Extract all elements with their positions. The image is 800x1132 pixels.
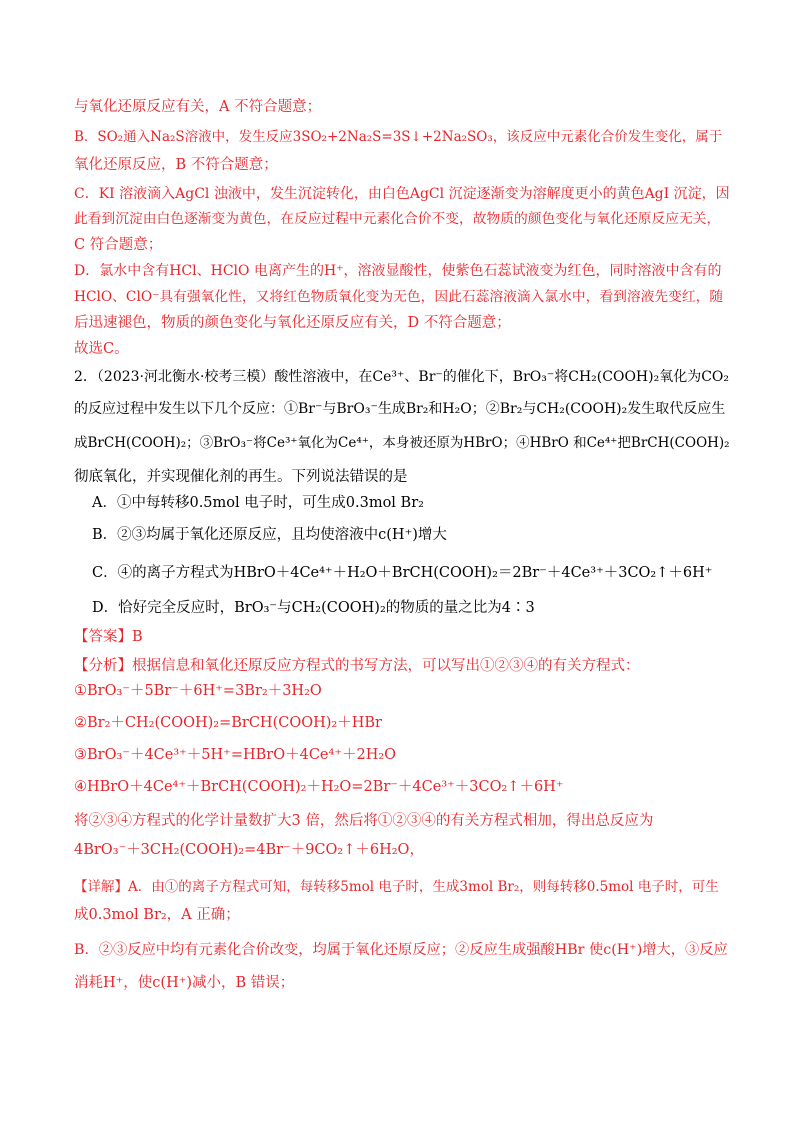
equation-2: ②Br₂＋CH₂(COOH)₂=BrCH(COOH)₂＋HBr (74, 715, 382, 731)
text-line: 与氧化还原反应有关，A 不符合题意； (74, 99, 322, 115)
question-stem: 的反应过程中发生以下几个反应：①Br⁻与BrO₃⁻生成Br₂和H₂O；②Br₂与CH₂(COOH)₂发生取代反应生 (74, 401, 726, 417)
option-a: A．①中每转移0.5mol 电子时，可生成0.3mol Br₂ (92, 495, 424, 511)
equation-1: ①BrO₃⁻＋5Br⁻＋6H⁺=3Br₂＋3H₂O (74, 683, 322, 699)
question-stem: 彻底氧化，并实现催化剂的再生。下列说法错误的是 (74, 469, 408, 485)
option-b: B．②③均属于氧化还原反应，且均使溶液中c(H⁺)增大 (92, 527, 447, 543)
text-line: 氧化还原反应，B 不符合题意； (74, 157, 278, 173)
text-line: B．SO₂通入Na₂S溶液中，发生反应3SO₂+2Na₂S=3S↓+2Na₂SO₃，该反应中元素化合价发生变化，属于 (74, 129, 723, 145)
detail-text: 【详解】A．由①的离子方程式可知，每转移5mol 电子时，生成3mol Br₂，则每转移0.5mol 电子时，可生 (74, 879, 719, 895)
detail-text: 成0.3mol Br₂，A 正确； (74, 907, 240, 923)
option-d: D．恰好完全反应时，BrO₃⁻与CH₂(COOH)₂的物质的量之比为4∶3 (92, 600, 535, 616)
text-line: D．氯水中含有HCl、HClO 电离产生的H⁺，溶液显酸性，使紫色石蕊试液变为红色，同时溶液中含有的 (74, 263, 722, 279)
analysis-text: 将②③④方程式的化学计量数扩大3 倍，然后将①②③④的有关方程式相加，得出总反应为 (74, 813, 654, 829)
text-line: C．KI 溶液滴入AgCl 浊液中，发生沉淀转化，由白色AgCl 沉淀逐渐变为溶解度更小的黄色AgI 沉淀，因 (74, 186, 730, 202)
equation-4: ④HBrO＋4Ce⁴⁺＋BrCH(COOH)₂＋H₂O=2Br⁻＋4Ce³⁺＋3CO₂↑＋6H⁺ (74, 779, 564, 795)
text-line: C 符合题意； (74, 237, 163, 253)
equation-3: ③BrO₃⁻＋4Ce³⁺＋5H⁺=HBrO＋4Ce⁴⁺＋2H₂O (74, 747, 397, 763)
text-line: 此看到沉淀由白色逐渐变为黄色，在反应过程中元素化合价不变，故物质的颜色变化与氧化还原反应无关， (74, 211, 721, 227)
question-stem: 2．（2023·河北衡水·校考三模）酸性溶液中，在Ce³⁺、Br⁻的催化下，BrO₃⁻将CH₂(COOH)₂氧化为CO₂ (74, 369, 730, 385)
total-equation: 4BrO₃⁻＋3CH₂(COOH)₂=4Br⁻＋9CO₂↑＋6H₂O， (74, 842, 424, 858)
text-line: 故选C。 (74, 341, 129, 357)
text-line: HClO、ClO⁻具有强氧化性，又将红色物质氧化变为无色，因此石蕊溶液滴入氯水中，看到溶液先变红，随 (74, 289, 724, 305)
text-line: 后迅速褪色，物质的颜色变化与氧化还原反应有关，D 不符合题意； (74, 315, 511, 331)
detail-text: B．②③反应中均有元素化合价改变，均属于氧化还原反应；②反应生成强酸HBr 使c(H⁺)增大，③反应 (74, 942, 728, 958)
question-stem: 成BrCH(COOH)₂；③BrO₃⁻将Ce³⁺氧化为Ce⁴⁺，本身被还原为HBrO；④HBrO 和Ce⁴⁺把BrCH(COOH)₂ (74, 435, 730, 451)
answer-label: 【答案】B (74, 629, 143, 645)
option-c: C．④的离子方程式为HBrO＋4Ce⁴⁺＋H₂O＋BrCH(COOH)₂＝2Br⁻＋4Ce³⁺＋3CO₂↑＋6H⁺ (92, 565, 713, 581)
analysis-text: 【分析】根据信息和氧化还原反应方程式的书写方法，可以写出①②③④的有关方程式： (74, 658, 640, 674)
detail-text: 消耗H⁺，使c(H⁺)减小，B 错误； (74, 975, 295, 991)
